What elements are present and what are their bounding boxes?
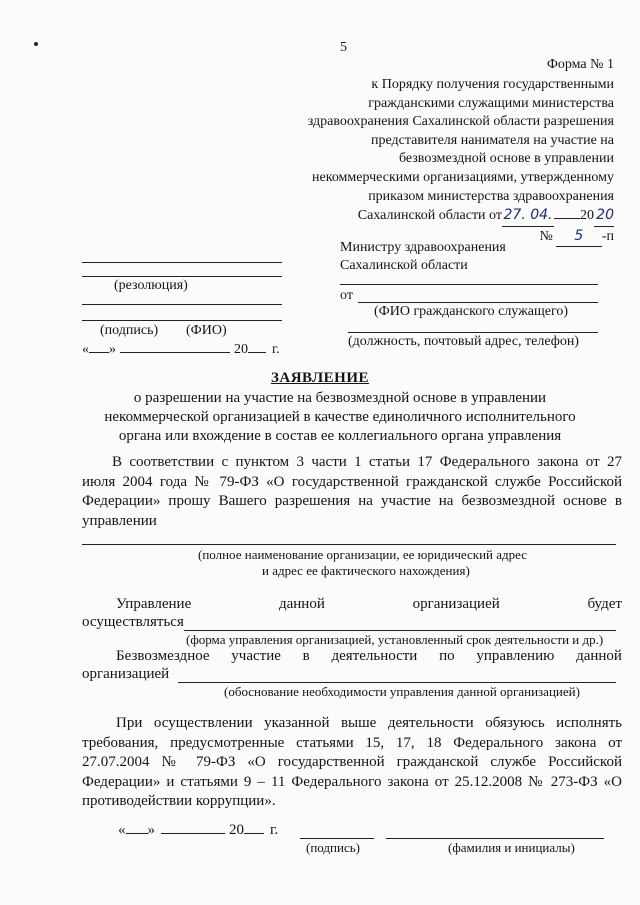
order-year-prefix: 20: [580, 208, 594, 224]
resolution-line: [82, 262, 282, 263]
paragraph-management: [116, 596, 622, 613]
order-line: здравоохранения Сахалинской области разрешения: [307, 114, 614, 130]
word: деятельности: [331, 648, 418, 664]
word: организацией: [412, 596, 500, 612]
paragraph-line: требования, предусмотренные статьями 15, 17, 18 Федерального закона от: [82, 734, 622, 751]
resolution-line: [82, 276, 282, 277]
addressee-from-line: [358, 302, 598, 303]
word: Безвозмездное: [116, 648, 210, 664]
footer-date-close-quote: »: [147, 822, 155, 838]
order-year-field: [594, 206, 614, 227]
paragraph-line: Федерации» прошу Вашего разрешения на участие на безвозмездной основе в: [82, 493, 622, 509]
footer-signature-line: [300, 838, 374, 839]
order-line: приказом министерства здравоохранения: [368, 188, 614, 204]
subject-line: органа или вхождение в состав ее коллегиального органа управления: [118, 428, 562, 444]
footer-year-suffix: г.: [270, 822, 279, 838]
paragraph-line: 27.07.2004 № 79-ФЗ «О государственной гражданской службе Российской: [82, 754, 622, 770]
addressee-fio-caption: (ФИО гражданского служащего): [374, 304, 569, 319]
reason-line: [178, 682, 616, 683]
paragraph-line: При осуществлении указанной выше деятельности обязуюсь исполнять: [116, 715, 622, 731]
subject-line: некоммерческой организацией в качестве единоличного исполнительного: [104, 409, 576, 425]
order-number-suffix: -п: [601, 228, 614, 244]
resolution-caption: (резолюция): [114, 278, 188, 293]
date-year-suffix: г.: [272, 342, 280, 357]
word: данной: [278, 596, 325, 612]
document-subject: [60, 389, 620, 446]
order-date-prefix: Сахалинской области от: [357, 208, 502, 224]
word: Управление: [116, 596, 192, 612]
order-line: представителя нанимателя на участие на: [371, 132, 614, 148]
order-reference: [284, 76, 614, 247]
addressee-line2: Сахалинской области: [340, 258, 468, 273]
management-form-line: [184, 630, 616, 631]
document-title: ЗАЯВЛЕНИЕ: [270, 370, 370, 386]
word: управлению: [476, 648, 555, 664]
date-year-prefix: 20: [234, 342, 248, 357]
order-number-prefix: №: [539, 228, 553, 244]
addressee-position-caption: (должность, почтовый адрес, телефон): [348, 334, 579, 349]
order-line: некоммерческими организациями, утвержденному: [312, 169, 614, 185]
word: будет: [587, 596, 622, 612]
footer-year-prefix: 20: [229, 822, 244, 838]
word: участие: [231, 648, 281, 664]
paragraph-management-line2: осуществляться: [82, 614, 184, 630]
addressee-position-line: [348, 332, 598, 333]
org-caption-line1: (полное наименование организации, ее юридический адрес: [198, 547, 527, 562]
order-date-field: [502, 206, 554, 227]
resolution-line: [82, 304, 282, 305]
date-open-quote: «: [82, 342, 89, 357]
order-date-line: [284, 206, 614, 227]
word: по: [439, 648, 455, 664]
reason-caption: (обоснование необходимости управления данной организацией): [224, 684, 580, 699]
paragraph-line: управлении: [82, 512, 157, 529]
word: в: [302, 648, 310, 664]
paragraph-line: В соответствии с пунктом 3 части 1 статьи 17 Федерального закона от 27: [112, 454, 622, 470]
order-line: гражданскими служащими министерства: [368, 95, 614, 111]
footer-date: [118, 822, 278, 839]
word: данной: [576, 648, 622, 664]
resolution-date: [82, 342, 280, 358]
paragraph-line: противодействии коррупции».: [82, 793, 276, 809]
resolution-fio-caption: (ФИО): [186, 323, 227, 338]
page-number: 5: [340, 40, 347, 55]
footer-name-line: [386, 838, 604, 839]
addressee-line1: Министру здравоохранения: [340, 240, 506, 255]
addressee-from-label: от: [340, 288, 353, 303]
paragraph-reason-line2: организацией: [82, 666, 170, 682]
order-line: безвозмездной основе в управлении: [398, 151, 614, 167]
order-number-handwritten: 5: [574, 227, 584, 244]
paragraph-reason: [116, 648, 622, 665]
addressee-line: [340, 284, 598, 285]
form-label: Форма № 1: [546, 57, 614, 72]
resolution-line: [82, 320, 282, 321]
margin-dot: [34, 42, 38, 46]
subject-line: о разрешении на участие на безвозмездной основе в управлении: [133, 390, 547, 406]
paragraph-line: июля 2004 года № 79-ФЗ «О государственной гражданской службе Российской: [82, 473, 622, 490]
order-number-field: [556, 227, 602, 248]
resolution-sign-caption: (подпись): [100, 323, 159, 338]
footer-date-open-quote: «: [118, 822, 126, 838]
org-caption-line2: и адрес ее фактического нахождения): [262, 563, 470, 578]
org-name-line: [82, 544, 616, 545]
date-close-quote: »: [109, 342, 116, 357]
paragraph-request: [82, 453, 622, 531]
paragraph-line: Федерации» и статьями 9 – 11 Федерального закона от 25.12.2008 № 273-ФЗ «О: [82, 773, 622, 790]
management-form-caption: (форма управления организацией, установленный срок деятельности и др.): [186, 632, 604, 647]
order-line: к Порядку получения государственными: [371, 77, 614, 92]
order-date-handwritten: 27. 04.: [503, 207, 553, 224]
paragraph-obligation: [82, 714, 622, 812]
order-year-handwritten: 20: [596, 207, 614, 224]
footer-name-caption: (фамилия и инициалы): [448, 840, 575, 855]
footer-sign-caption: (подпись): [306, 840, 360, 855]
